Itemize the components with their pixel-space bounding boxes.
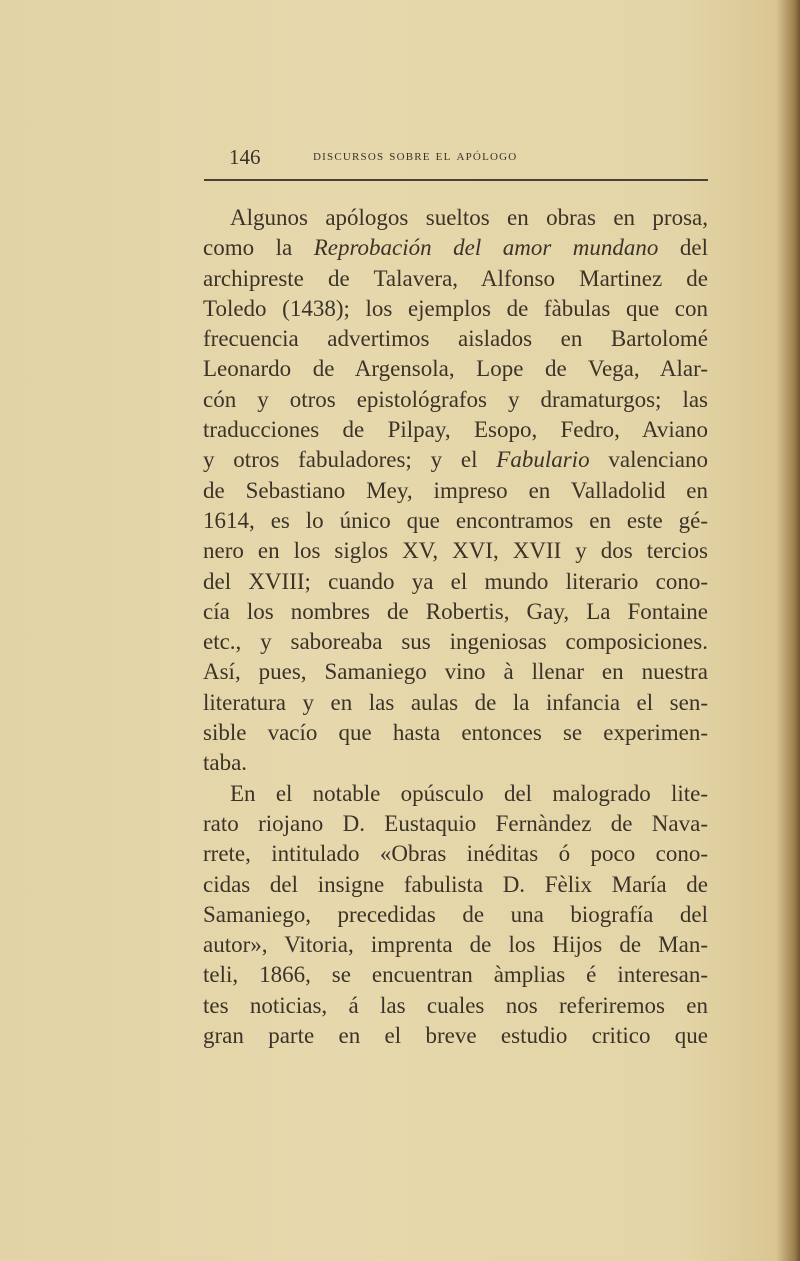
text-line <box>203 415 708 445</box>
text-line <box>203 870 708 900</box>
text-segment: como la <box>203 235 314 261</box>
text-line <box>203 688 708 718</box>
text-segment: Samaniego, precedidas de una biografía del <box>203 901 708 927</box>
text-line <box>203 900 708 930</box>
text-segment: cón y otros epistológrafos y dramaturgos; las <box>203 386 708 412</box>
text-line <box>203 748 708 778</box>
text-segment: taba. <box>203 750 248 776</box>
text-segment: Así, pues, Samaniego vino à llenar en nuestra <box>203 659 708 685</box>
text-segment: Toledo (1438); los ejemplos de fàbulas que con <box>203 295 708 321</box>
text-line <box>203 567 708 597</box>
running-header <box>229 143 709 173</box>
text-line <box>203 718 708 748</box>
text-segment: Leonardo de Argensola, Lope de Vega, Alar- <box>203 356 708 382</box>
text-line <box>203 233 708 263</box>
text-segment: frecuencia advertimos aislados en Bartolomé <box>203 326 708 352</box>
text-segment: cía los nombres de Robertis, Gay, La Fontaine <box>203 598 708 624</box>
text-line <box>203 536 708 566</box>
text-segment: nero en los siglos XV, XVI, XVII y dos tercios <box>203 538 708 564</box>
text-line <box>203 294 708 324</box>
text-segment: literatura y en las aulas de la infancia el sen- <box>203 689 708 715</box>
text-line <box>203 354 708 384</box>
text-line <box>203 809 708 839</box>
text-segment: cidas del insigne fabulista D. Fèlix María de <box>203 871 708 897</box>
body-text <box>203 203 708 1051</box>
text-segment: valenciano <box>589 447 708 473</box>
text-line <box>203 627 708 657</box>
text-line <box>203 324 708 354</box>
text-segment: autor», Vitoria, imprenta de los Hijos de Man- <box>203 932 708 958</box>
text-line <box>203 203 708 233</box>
header-rule <box>204 179 708 181</box>
page-number: 146 <box>229 145 261 169</box>
text-segment: rato riojano D. Eustaquio Fernàndez de Nava- <box>203 810 708 836</box>
text-segment: teli, 1866, se encuentran àmplias é interesan- <box>203 962 708 988</box>
text-segment: traducciones de Pilpay, Esopo, Fedro, Aviano <box>203 417 708 443</box>
text-segment: 1614, es lo único que encontramos en este gé- <box>203 507 708 533</box>
text-line <box>203 1021 708 1051</box>
text-segment: de Sebastiano Mey, impreso en Valladolid en <box>203 477 708 503</box>
text-segment: rrete, intitulado «Obras inéditas ó poco cono- <box>203 841 708 867</box>
text-line <box>203 445 708 475</box>
text-segment: sible vacío que hasta entonces se experimen- <box>203 720 708 746</box>
text-line <box>203 597 708 627</box>
text-segment: gran parte en el breve estudio critico que <box>203 1023 708 1049</box>
text-line <box>203 506 708 536</box>
text-segment: del XVIII; cuando ya el mundo literario cono- <box>203 568 708 594</box>
text-line <box>203 930 708 960</box>
text-segment: Algunos apólogos sueltos en obras en prosa, <box>230 205 708 230</box>
text-segment: archipreste de Talavera, Alfonso Martinez de <box>203 265 708 291</box>
text-segment: y otros fabuladores; y el <box>203 447 497 473</box>
text-segment: del <box>658 235 708 261</box>
text-line <box>203 991 708 1021</box>
text-segment: En el notable opúsculo del malogrado lite- <box>230 780 708 806</box>
running-title: discursos sobre el apólogo <box>313 148 518 164</box>
text-line <box>203 385 708 415</box>
text-line <box>203 264 708 294</box>
italic-title: Reprobación del amor mundano <box>313 235 659 261</box>
italic-title: Fabulario <box>496 447 590 473</box>
text-segment: etc., y saboreaba sus ingeniosas composiciones. <box>203 629 708 655</box>
text-line <box>203 779 708 809</box>
text-segment: tes noticias, á las cuales nos referiremos en <box>203 992 708 1018</box>
text-line <box>203 476 708 506</box>
text-line <box>203 839 708 869</box>
text-line <box>203 960 708 990</box>
text-line <box>203 657 708 687</box>
